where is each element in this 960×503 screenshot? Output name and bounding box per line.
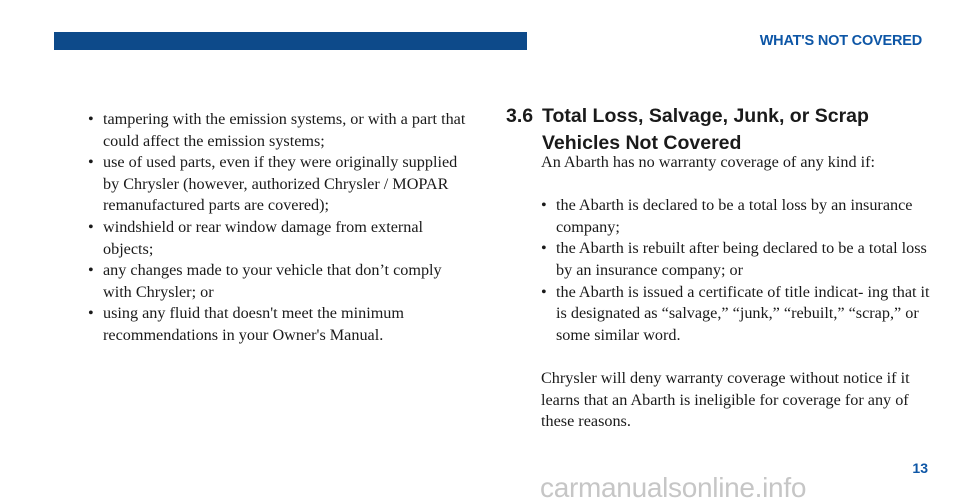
section-closing: Chrysler will deny warranty coverage without notice if it learns that an Abarth is ineligible for coverage for any of these reasons. [541, 368, 910, 431]
list-item: • windshield or rear window damage from external objects; [88, 217, 473, 260]
watermark-text: carmanualsonline.info [540, 472, 807, 503]
list-item: • using any fluid that doesn't meet the minimum recommendations in your Owner's Manual. [88, 303, 473, 346]
page-number: 13 [912, 460, 928, 476]
list-item: • tampering with the emission systems, or with a part that could affect the emission systems; [88, 109, 473, 152]
header-bar [54, 32, 527, 50]
list-item: • the Abarth is issued a certificate of title indicat- ing that it is designated as “salvage,” “junk,” “rebuilt,” “scrap,” or some similar word. [541, 282, 931, 347]
section-intro: An Abarth has no warranty coverage of any kind if: [541, 153, 875, 171]
list-item: • the Abarth is declared to be a total loss by an insurance company; [541, 195, 931, 238]
exclusions-list [88, 109, 473, 347]
page-header-title: WHAT'S NOT COVERED [759, 33, 922, 49]
list-item: • the Abarth is rebuilt after being declared to be a total loss by an insurance company; or [541, 238, 931, 281]
right-column [541, 152, 931, 433]
section-number: 3.6 [506, 105, 534, 127]
section-title: Total Loss, Salvage, Junk, or Scrap Vehicles Not Covered [542, 105, 869, 154]
total-loss-list [541, 195, 931, 346]
list-item: • use of used parts, even if they were originally supplied by Chrysler (however, authorized Chrysler / MOPAR remanufactured parts are covered); [88, 152, 473, 217]
left-column [88, 109, 473, 347]
list-item: • any changes made to your vehicle that don’t comply with Chrysler; or [88, 260, 473, 303]
section-heading [506, 103, 926, 156]
